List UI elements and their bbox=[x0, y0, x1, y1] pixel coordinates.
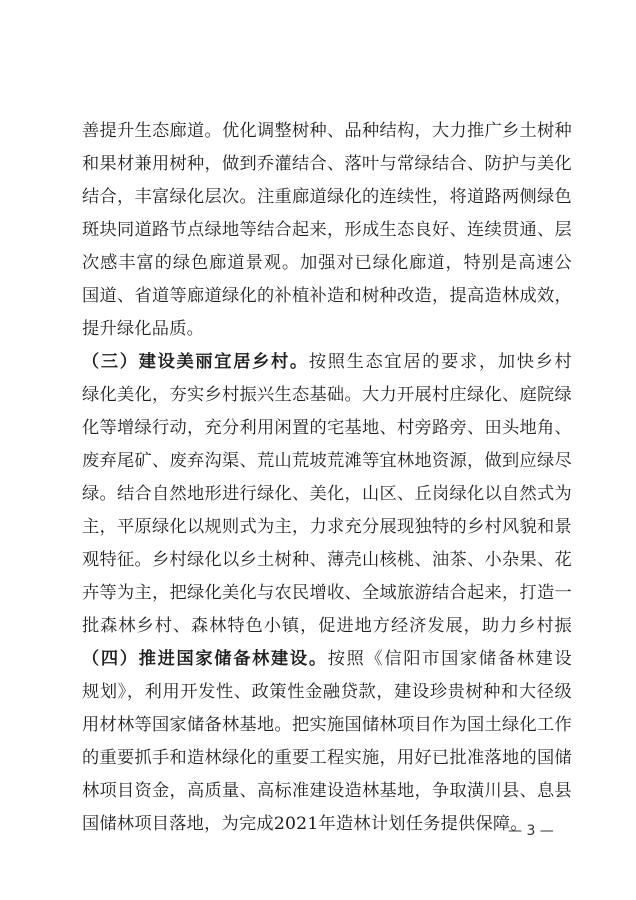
section-3-first-line bbox=[82, 346, 572, 379]
paragraph-line: 用材林等国家储备林基地。把实施国储林项目作为国土绿化工作 bbox=[82, 715, 572, 735]
paragraph-line: 和果材兼用树种，做到乔灌结合、落叶与常绿结合、防护与美化 bbox=[82, 154, 572, 174]
paragraph-line: 主，平原绿化以规则式为主，力求充分展现独特的乡村风貌和景 bbox=[82, 517, 572, 537]
paragraph-line: 观特征。乡村绿化以乡土树种、薄壳山核桃、油茶、小杂果、花 bbox=[82, 550, 572, 570]
section-4-first-line bbox=[82, 643, 572, 676]
paragraph-line: 绿。结合自然地形进行绿化、美化，山区、丘岗绿化以自然式为 bbox=[82, 484, 572, 504]
paragraph-line: 善提升生态廊道。优化调整树种、品种结构，大力推广乡土树种 bbox=[82, 121, 572, 141]
paragraph-line: 绿化美化，夯实乡村振兴生态基础。大力开展村庄绿化、庭院绿 bbox=[82, 385, 572, 405]
paragraph-line: 斑块同道路节点绿地等结合起来，形成生态良好、连续贯通、层 bbox=[82, 220, 572, 240]
paragraph-line: 林项目资金，高质量、高标准建设造林基地，争取潢川县、息县 bbox=[82, 781, 572, 801]
paragraph-line: 化等增绿行动，充分利用闲置的宅基地、村旁路旁、田头地角、 bbox=[82, 418, 572, 438]
paragraph-line: 的重要抓手和造林绿化的重要工程实施，用好已批准落地的国储 bbox=[82, 748, 572, 768]
section-4-first-line-text: 按照《信阳市国家储备林建设 bbox=[327, 649, 572, 669]
page-number: — 3 — bbox=[508, 823, 554, 839]
paragraph-line: 规划》，利用开发性、政策性金融贷款，建设珍贵树种和大径级 bbox=[82, 682, 572, 702]
section-3-heading: （三）建设美丽宜居乡村。 bbox=[82, 352, 309, 372]
paragraph-line: 批森林乡村、森林特色小镇，促进地方经济发展，助力乡村振 bbox=[82, 616, 572, 636]
paragraph-line: 提升绿化品质。 bbox=[82, 319, 205, 339]
section-4-heading: （四）推进国家储备林建设。 bbox=[82, 649, 328, 669]
paragraph-line: 次感丰富的绿色廊道景观。加强对已绿化廊道，特别是高速公 bbox=[82, 253, 572, 273]
paragraph-line: 废弃尾矿、废弃沟渠、荒山荒坡荒滩等宜林地资源，做到应绿尽 bbox=[82, 451, 572, 471]
body-text bbox=[82, 115, 572, 841]
paragraph-line: 国道、省道等廊道绿化的补植补造和树种改造，提高造林成效， bbox=[82, 286, 572, 306]
paragraph-line: 卉等为主，把绿化美化与农民增收、全域旅游结合起来，打造一 bbox=[82, 583, 572, 603]
paragraph-line: 结合，丰富绿化层次。注重廊道绿化的连续性，将道路两侧绿色 bbox=[82, 187, 572, 207]
paragraph-line: 国储林项目落地，为完成2021年造林计划任务提供保障。 bbox=[82, 814, 528, 834]
section-3-first-line-text: 按照生态宜居的要求，加快乡村 bbox=[308, 352, 572, 372]
